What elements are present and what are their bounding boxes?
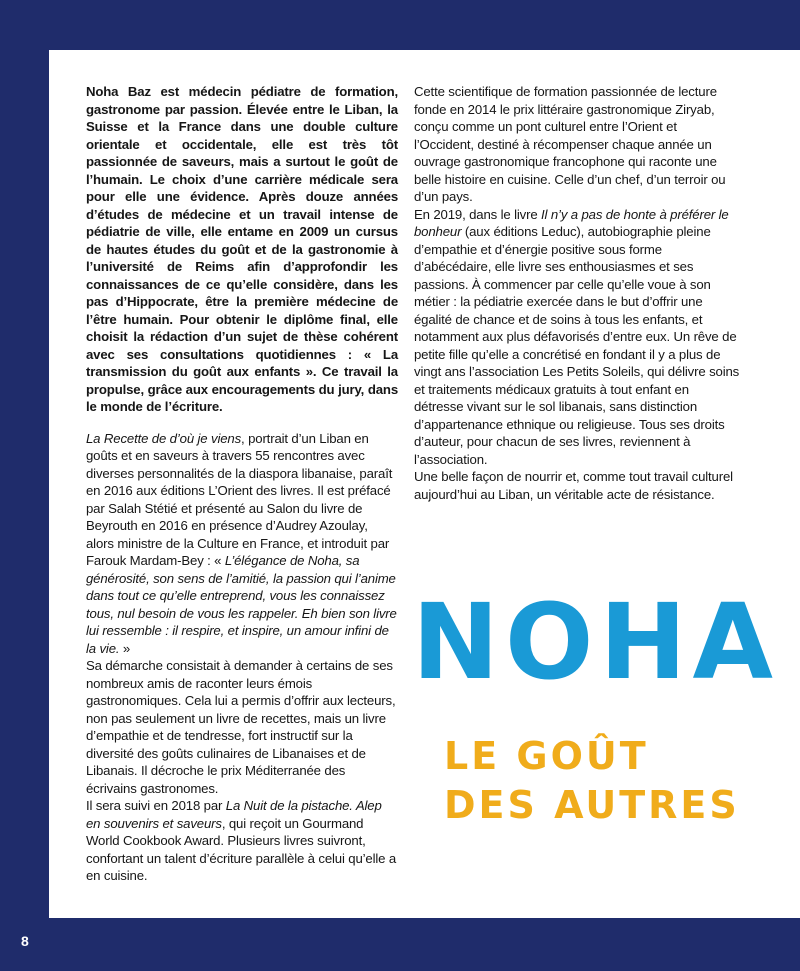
- intro-paragraph: Noha Baz est médecin pédiatre de formation, gastronome par passion. Élevée entre le Liban, la Suisse et la France dans une double culture orientale et occidentale, elle est très tôt passionnée de saveurs, mais a surtout le goût de l’humain. Le choix d’une carrière médicale sera pour elle une évidence. Après douze années d’études de médecine et un travail intense de pédiatrie de ville, elle entame en 2009 un cursus de hautes études du goût et de la gastronomie à l’université de Reims afin d’approfondir les connaissances de ce qu’elle considère, dans les pas d’Hippocrate, être la première médecine de l’être humain. Pour obtenir le diplôme final, elle choisit la rédaction d’un sujet de thèse cohérent avec ses consultations quotidiennes : « La transmission du goût aux enfants ». Ce travail la propulse, grâce aux encouragements du jury, dans le monde de l’écriture.: [86, 84, 398, 414]
- page-number: 8: [21, 933, 29, 949]
- book-title-recette: La Recette de d’où je viens: [86, 430, 242, 446]
- closing-paragraph: Une belle façon de nourrir et, comme tout travail culturel aujourd’hui au Liban, un véritable acte de résistance.: [414, 469, 733, 502]
- book-title-pistache: La Nuit de la pistache. Alep en souvenirs et saveurs: [86, 798, 382, 831]
- book-paragraph-recette: La Recette de d’où je viens, portrait d’un Liban en goûts et en saveurs à travers 55 rencontres avec diverses personnalités de la diaspora libanaise, paraît en 2016 aux éditions L’Orient des livres. Il est préfacé par Salah Stétié et présenté au Salon du livre de Beyrouth en 2016 en présence d’Audrey Azoulay, alors ministre de la Culture en France, et introduit par Farouk Mardam-Bey : « L’élégance de Noha, sa générosité, son sens de l’amitié, la passion qui l’anime dans tout ce qu’elle entreprend, vous les connaissez tous, nul besoin de vous les rappeler. Eh bien son livre lui ressemble : il respire, et inspire, un amour infini de la vie. »: [86, 430, 397, 656]
- ziryab-paragraph: Cette scientifique de formation passionnée de lecture fonde en 2014 le prix littéraire gastronomique Ziryab, conçu comme un pont culturel entre l’Orient et l’Occident, destiné à récompenser chaque année un ouvrage gastronomique francophone qui raconte une belle histoire en cuisine. Celle d’un chef, d’un terroir ou d’un pays.: [414, 84, 726, 204]
- page-content: [49, 50, 800, 918]
- main-title-noha: NOHA: [412, 581, 779, 703]
- subtitle-line-1: LE GOÛT: [444, 734, 649, 778]
- right-column: [414, 83, 740, 503]
- book-paragraph-pistache: Il sera suivi en 2018 par La Nuit de la pistache. Alep en souvenirs et saveurs, qui reçoit un Gourmand World Cookbook Award. Plusieurs livres suivront, confortant un talent d’écriture parallèle à celui qu’elle a en cuisine.: [86, 798, 397, 883]
- subtitle-line-2: DES AUTRES: [444, 783, 740, 827]
- approach-paragraph: Sa démarche consistait à demander à certains de ses nombreux amis de raconter leurs émois gastronomiques. Cela lui a permis d’offrir aux lecteurs, non pas seulement un livre de recettes, mais un livre d’empathie et de tendresse, fort instructif sur la diversité des goûts culinaires de Libanaises et de Libanais. Il décroche le prix Méditerranée des écrivains gastronomes.: [86, 658, 396, 796]
- bonheur-paragraph: En 2019, dans le livre Il n’y a pas de honte à préférer le bonheur (aux éditions Leduc), autobiographie pleine d’empathie et d’énergie positive sous forme d’abécédaire, elle livre ses enthousiasmes et ses passions. À commencer par celle qu’elle voue à son métier : la pédiatrie exercée dans le but d’offrir une égalité de chance et de soins à tous les enfants, et notamment aux plus défavorisés d’entre eux. Un rêve de petite fille qu’elle a concrétisé en fondant il y a plus de vingt ans l’association Les Petits Soleils, qui délivre soins et traitements médicaux gratuits à tout enfant en détresse vivant sur le sol libanais, sans distinction d’appartenance ethnique ou religieuse. Tous ses droits d’auteur, pour chacun de ses livres, reviennent à l’association.: [414, 206, 740, 467]
- left-column: [86, 83, 398, 885]
- subtitle: [444, 732, 740, 830]
- quote-mardam-bey: L’élégance de Noha, sa générosité, son sens de l’amitié, la passion qui l’anime dans tout ce qu’elle entreprend, vous les connaissez tous, nul besoin de vous les rappeler. Eh bien son livre lui ressemble : il respire, et inspire, un amour infini de la vie.: [86, 553, 397, 656]
- book-title-bonheur: Il n’y a pas de honte à préférer le bonheur: [414, 206, 729, 239]
